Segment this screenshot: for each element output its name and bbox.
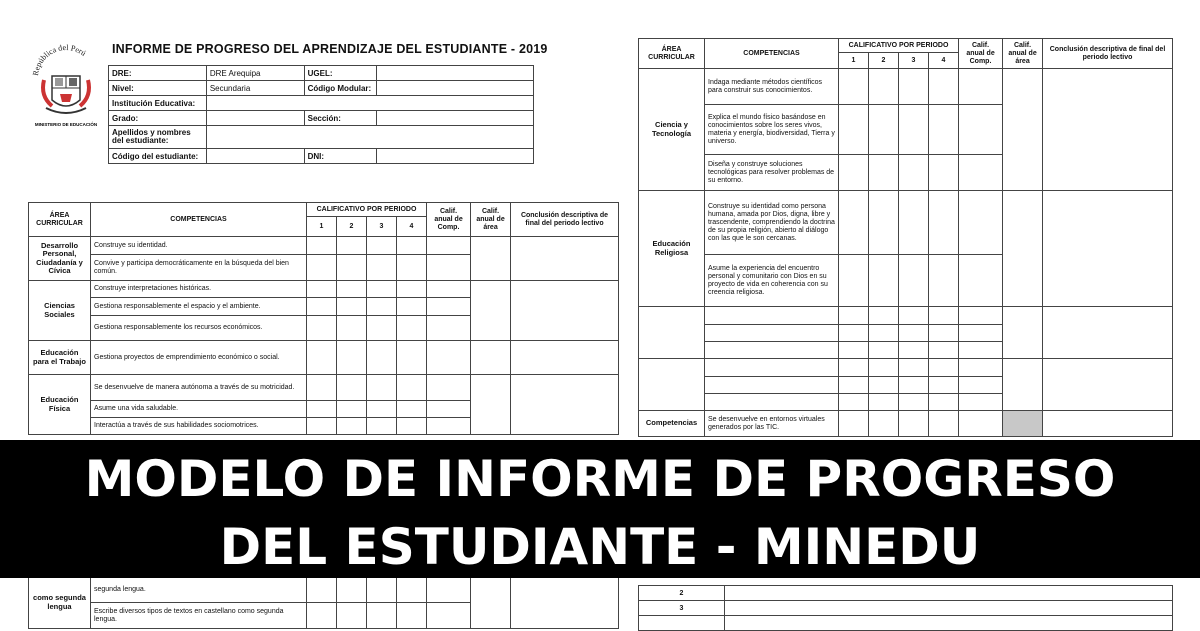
grade-cell[interactable]	[367, 603, 397, 629]
grade-cell[interactable]	[367, 255, 397, 281]
blank-comp-cell[interactable]	[705, 342, 839, 359]
grade-cell[interactable]	[397, 281, 427, 298]
header-calif-area: Calif. anual de área	[1003, 39, 1043, 69]
header-competencias: COMPETENCIAS	[705, 39, 839, 69]
conclusion-cell[interactable]	[1043, 69, 1173, 191]
area-castellano-segunda-lengua: como segunda lengua	[29, 577, 91, 629]
ugel-value[interactable]	[376, 66, 534, 81]
grade-cell[interactable]	[367, 316, 397, 341]
grade-cell[interactable]	[307, 298, 337, 316]
area-grade-cell[interactable]	[471, 375, 511, 435]
grade-cell[interactable]	[427, 375, 471, 401]
grade-cell[interactable]	[899, 411, 929, 437]
codigo-estudiante-value[interactable]	[206, 149, 304, 164]
grade-cell[interactable]	[839, 377, 869, 394]
grade-cell[interactable]	[959, 325, 1003, 342]
grade-cell[interactable]	[337, 401, 367, 418]
grade-cell[interactable]	[959, 255, 1003, 307]
blank-comp-cell[interactable]	[705, 377, 839, 394]
grade-cell[interactable]	[307, 237, 337, 255]
header-competencias: COMPETENCIAS	[91, 203, 307, 237]
grade-cell[interactable]	[839, 342, 869, 359]
grade-cell[interactable]	[337, 375, 367, 401]
area-dpcc: Desarrollo Personal, Ciudadanía y Cívica	[29, 237, 91, 281]
grado-value[interactable]	[206, 111, 304, 126]
ugel-label: UGEL:	[304, 66, 376, 81]
grades-table-right	[638, 38, 1173, 437]
peru-crest-logo	[30, 40, 102, 130]
grade-cell[interactable]	[959, 411, 1003, 437]
grade-cell[interactable]	[367, 375, 397, 401]
grade-cell[interactable]	[899, 325, 929, 342]
grado-label: Grado:	[109, 111, 207, 126]
grade-cell[interactable]	[307, 375, 337, 401]
comp-ept-1: Gestiona proyectos de emprendimiento económico o social.	[91, 341, 307, 375]
header-calif-comp: Calif. anual de Comp.	[959, 39, 1003, 69]
header-area: ÁREA CURRICULAR	[639, 39, 705, 69]
grade-cell[interactable]	[839, 325, 869, 342]
row-value-cell[interactable]	[725, 586, 1173, 601]
grade-cell[interactable]	[899, 155, 929, 191]
grade-cell[interactable]	[367, 298, 397, 316]
grade-cell[interactable]	[929, 411, 959, 437]
header-p3: 3	[367, 217, 397, 237]
blank-comp-cell[interactable]	[705, 325, 839, 342]
header-calif-comp: Calif. anual de Comp.	[427, 203, 471, 237]
codigo-modular-label: Código Modular:	[304, 81, 376, 96]
header-area: ÁREA CURRICULAR	[29, 203, 91, 237]
header-p3: 3	[899, 53, 929, 69]
grade-cell[interactable]	[427, 603, 471, 629]
grade-cell[interactable]	[427, 298, 471, 316]
grade-cell[interactable]	[839, 191, 869, 255]
grade-cell[interactable]	[397, 341, 427, 375]
grade-cell[interactable]	[959, 191, 1003, 255]
grade-cell[interactable]	[307, 281, 337, 298]
grade-cell[interactable]	[839, 255, 869, 307]
grade-cell[interactable]	[367, 418, 397, 435]
blank-comp-cell[interactable]	[705, 307, 839, 325]
comp-cyt-1: Indaga mediante métodos científicos para construir sus conocimientos.	[705, 69, 839, 105]
grade-cell[interactable]	[397, 298, 427, 316]
grade-cell[interactable]	[397, 375, 427, 401]
grade-cell[interactable]	[869, 342, 899, 359]
conclusion-cell[interactable]	[1043, 307, 1173, 359]
grades-table-left	[28, 202, 619, 435]
grade-cell[interactable]	[839, 105, 869, 155]
grade-cell[interactable]	[959, 342, 1003, 359]
grade-cell[interactable]	[427, 418, 471, 435]
codigo-modular-value[interactable]	[376, 81, 534, 96]
grade-cell[interactable]	[929, 325, 959, 342]
codigo-estudiante-label: Código del estudiante:	[109, 149, 207, 164]
conclusion-cell[interactable]	[511, 341, 619, 375]
grade-cell[interactable]	[959, 69, 1003, 105]
student-info-table	[108, 65, 534, 164]
grade-cell[interactable]	[839, 69, 869, 105]
grade-cell[interactable]	[427, 255, 471, 281]
comp-ef-3: Interactúa a través de sus habilidades sociomotrices.	[91, 418, 307, 435]
grade-cell[interactable]	[959, 105, 1003, 155]
area-transversal: Competencias	[639, 411, 705, 437]
grade-cell[interactable]	[397, 418, 427, 435]
grade-cell[interactable]	[929, 394, 959, 411]
grade-cell[interactable]	[337, 316, 367, 341]
area-ept: Educación para el Trabajo	[29, 341, 91, 375]
header-p4: 4	[929, 53, 959, 69]
nombres-label: Apellidos y nombres del estudiante:	[109, 126, 207, 149]
comp-cyt-2: Explica el mundo físico basándose en conocimientos sobre los seres vivos, materia y energía, biodiversidad, Tierra y universo.	[705, 105, 839, 155]
area-grade-cell[interactable]	[1003, 69, 1043, 191]
grade-cell[interactable]	[337, 603, 367, 629]
grade-cell[interactable]	[337, 255, 367, 281]
nombres-value[interactable]	[206, 126, 533, 149]
header-conclusion: Conclusión descriptiva de final del periodo lectivo	[1043, 39, 1173, 69]
grade-cell[interactable]	[899, 342, 929, 359]
grade-cell[interactable]	[899, 377, 929, 394]
blank-area-cell[interactable]	[639, 307, 705, 359]
grade-cell[interactable]	[959, 394, 1003, 411]
row-value-cell[interactable]	[725, 616, 1173, 631]
grade-cell[interactable]	[899, 307, 929, 325]
grade-cell[interactable]	[839, 394, 869, 411]
grade-cell[interactable]	[959, 377, 1003, 394]
header-periodo: CALIFICATIVO POR PERIODO	[839, 39, 959, 53]
grades-table-left-continued	[28, 576, 619, 629]
area-grade-cell[interactable]	[1003, 359, 1043, 411]
grade-cell[interactable]	[929, 191, 959, 255]
conclusion-cell[interactable]	[511, 281, 619, 341]
grade-cell[interactable]	[929, 359, 959, 377]
grade-cell[interactable]	[929, 69, 959, 105]
blank-comp-cell[interactable]	[705, 359, 839, 377]
comp-cyt-3: Diseña y construye soluciones tecnológicas para resolver problemas de su entorno.	[705, 155, 839, 191]
row-number: 2	[639, 586, 725, 601]
conclusion-cell[interactable]	[1043, 191, 1173, 307]
grade-cell[interactable]	[869, 191, 899, 255]
grade-cell[interactable]	[397, 577, 427, 603]
blank-comp-cell[interactable]	[705, 394, 839, 411]
dni-label: DNI:	[304, 149, 376, 164]
dni-value[interactable]	[376, 149, 534, 164]
grade-cell[interactable]	[427, 341, 471, 375]
grade-cell[interactable]	[337, 418, 367, 435]
grade-cell[interactable]	[367, 401, 397, 418]
grade-cell[interactable]	[929, 255, 959, 307]
grade-cell[interactable]	[307, 255, 337, 281]
comp-ccss-1: Construye interpretaciones históricas.	[91, 281, 307, 298]
grade-cell[interactable]	[869, 377, 899, 394]
grade-cell[interactable]	[929, 342, 959, 359]
comp-dpcc-2: Convive y participa democráticamente en la búsqueda del bien común.	[91, 255, 307, 281]
grade-cell[interactable]	[397, 401, 427, 418]
grade-cell[interactable]	[337, 577, 367, 603]
grade-cell[interactable]	[337, 281, 367, 298]
grade-cell[interactable]	[869, 69, 899, 105]
numbered-rows-table	[638, 585, 1173, 631]
area-ef: Educación Física	[29, 375, 91, 435]
area-grade-cell[interactable]	[471, 237, 511, 281]
header-calif-area: Calif. anual de área	[471, 203, 511, 237]
grade-cell[interactable]	[337, 341, 367, 375]
seccion-label: Sección:	[304, 111, 376, 126]
grade-cell[interactable]	[839, 307, 869, 325]
comp-dpcc-1: Construye su identidad.	[91, 237, 307, 255]
grade-cell[interactable]	[397, 237, 427, 255]
comp-csl-2: Escribe diversos tipos de textos en castellano como segunda lengua.	[91, 603, 307, 629]
area-ccss: Ciencias Sociales	[29, 281, 91, 341]
grade-cell[interactable]	[929, 155, 959, 191]
grade-cell[interactable]	[869, 155, 899, 191]
grade-cell[interactable]	[307, 401, 337, 418]
grade-cell[interactable]	[307, 316, 337, 341]
area-er: Educación Religiosa	[639, 191, 705, 307]
grade-cell[interactable]	[959, 307, 1003, 325]
comp-transv-1: Se desenvuelve en entornos virtuales generados por las TIC.	[705, 411, 839, 437]
grade-cell[interactable]	[337, 237, 367, 255]
header-conclusion: Conclusión descriptiva de final del periodo lectivo	[511, 203, 619, 237]
comp-ccss-3: Gestiona responsablemente los recursos económicos.	[91, 316, 307, 341]
institucion-label: Institución Educativa:	[109, 96, 207, 111]
grade-cell[interactable]	[367, 577, 397, 603]
dre-label: DRE:	[109, 66, 207, 81]
grade-cell[interactable]	[839, 359, 869, 377]
conclusion-cell[interactable]	[511, 237, 619, 281]
conclusion-cell[interactable]	[511, 375, 619, 435]
grade-cell[interactable]	[367, 237, 397, 255]
conclusion-cell[interactable]	[1043, 359, 1173, 411]
grade-cell[interactable]	[869, 255, 899, 307]
area-grade-cell[interactable]	[1003, 307, 1043, 359]
area-cyt: Ciencia y Tecnología	[639, 69, 705, 191]
row-number: 3	[639, 601, 725, 616]
nivel-value: Secundaria	[206, 81, 304, 96]
grade-cell[interactable]	[899, 255, 929, 307]
disabled-cell	[1003, 411, 1043, 437]
grade-cell[interactable]	[397, 316, 427, 341]
grade-cell[interactable]	[869, 411, 899, 437]
comp-er-2: Asume la experiencia del encuentro personal y comunitario con Dios en su proyecto de vida en coherencia con su creencia religiosa.	[705, 255, 839, 307]
grade-cell[interactable]	[427, 237, 471, 255]
grade-cell[interactable]	[427, 577, 471, 603]
row-number-empty	[639, 616, 725, 631]
conclusion-cell[interactable]	[1043, 411, 1173, 437]
grade-cell[interactable]	[869, 307, 899, 325]
crest-arc-text: República del Perú	[31, 42, 88, 77]
grade-cell[interactable]	[307, 341, 337, 375]
grade-cell[interactable]	[899, 191, 929, 255]
grade-cell[interactable]	[367, 341, 397, 375]
area-grade-cell[interactable]	[471, 577, 511, 629]
grade-cell[interactable]	[307, 577, 337, 603]
grade-cell[interactable]	[307, 603, 337, 629]
seccion-value[interactable]	[376, 111, 534, 126]
grade-cell[interactable]	[397, 603, 427, 629]
grade-cell[interactable]	[869, 394, 899, 411]
grade-cell[interactable]	[307, 418, 337, 435]
nivel-label: Nivel:	[109, 81, 207, 96]
grade-cell[interactable]	[899, 69, 929, 105]
grade-cell[interactable]	[929, 377, 959, 394]
header-p4: 4	[397, 217, 427, 237]
area-grade-cell[interactable]	[471, 281, 511, 341]
grade-cell[interactable]	[929, 105, 959, 155]
header-periodo: CALIFICATIVO POR PERIODO	[307, 203, 427, 217]
ministry-label: MINISTERIO DE EDUCACIÓN	[34, 122, 98, 127]
banner-title-line-2: DEL ESTUDIANTE - MINEDU	[219, 518, 981, 576]
grade-cell[interactable]	[899, 394, 929, 411]
grade-cell[interactable]	[929, 307, 959, 325]
grade-cell[interactable]	[869, 325, 899, 342]
area-grade-cell[interactable]	[1003, 191, 1043, 307]
grade-cell[interactable]	[367, 281, 397, 298]
grade-cell[interactable]	[959, 155, 1003, 191]
banner-title-line-1: MODELO DE INFORME DE PROGRESO	[84, 450, 1116, 508]
grade-cell[interactable]	[337, 298, 367, 316]
header-p2: 2	[869, 53, 899, 69]
grade-cell[interactable]	[397, 255, 427, 281]
comp-ccss-2: Gestiona responsablemente el espacio y el ambiente.	[91, 298, 307, 316]
institucion-value[interactable]	[206, 96, 533, 111]
header-p1: 1	[839, 53, 869, 69]
svg-text:República del Perú	[31, 43, 88, 76]
row-value-cell[interactable]	[725, 601, 1173, 616]
grade-cell[interactable]	[427, 401, 471, 418]
grade-cell[interactable]	[869, 105, 899, 155]
grade-cell[interactable]	[899, 359, 929, 377]
grade-cell[interactable]	[427, 316, 471, 341]
conclusion-cell[interactable]	[511, 577, 619, 629]
header-p2: 2	[337, 217, 367, 237]
header-p1: 1	[307, 217, 337, 237]
grade-cell[interactable]	[839, 411, 869, 437]
comp-ef-2: Asume una vida saludable.	[91, 401, 307, 418]
document-title: INFORME DE PROGRESO DEL APRENDIZAJE DEL ESTUDIANTE - 2019	[112, 42, 548, 56]
blank-area-cell[interactable]	[639, 359, 705, 411]
area-grade-cell[interactable]	[471, 341, 511, 375]
grade-cell[interactable]	[959, 359, 1003, 377]
grade-cell[interactable]	[427, 281, 471, 298]
dre-value: DRE Arequipa	[206, 66, 304, 81]
comp-er-1: Construye su identidad como persona humana, amada por Dios, digna, libre y trascendente, comprendiendo la doctrina de su propia religión, abierto al diálogo con las que le son cercanas.	[705, 191, 839, 255]
grade-cell[interactable]	[869, 359, 899, 377]
comp-ef-1: Se desenvuelve de manera autónoma a través de su motricidad.	[91, 375, 307, 401]
grade-cell[interactable]	[899, 105, 929, 155]
comp-csl-1: segunda lengua.	[91, 577, 307, 603]
grade-cell[interactable]	[839, 155, 869, 191]
